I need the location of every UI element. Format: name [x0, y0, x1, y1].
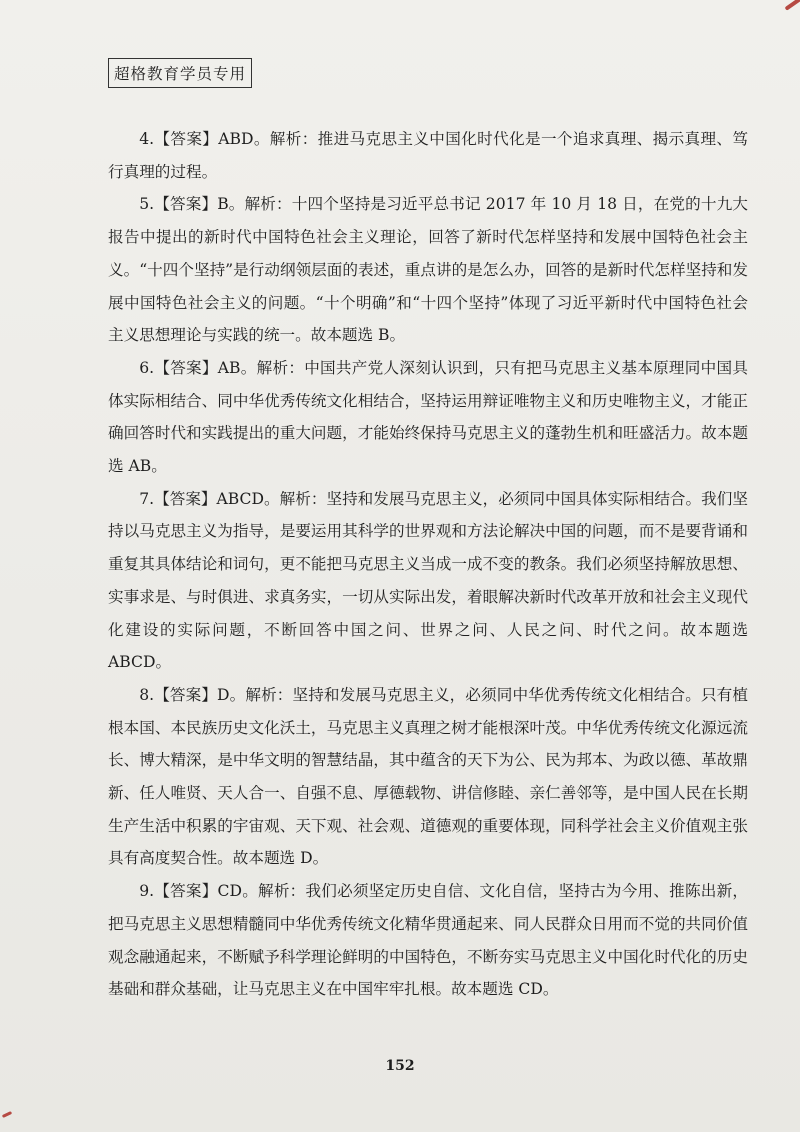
answer-list: [108, 123, 748, 1006]
answer-number: 4.: [139, 130, 155, 148]
answer-number: 8.: [139, 685, 155, 704]
answer-tag: 【答案】: [154, 130, 219, 148]
answer-number: 7.: [139, 489, 155, 508]
answer-tag: 【答案】: [154, 685, 218, 704]
answer-item-5: [108, 188, 748, 352]
answer-number: 9.: [139, 882, 155, 901]
answer-number: 6.: [139, 358, 155, 377]
answer-explanation: 解析：十四个坚持是习近平总书记 2017 年 10 月 18 日，在党的十九大报告中提出的新时代中国特色社会主义理论，回答了新时代怎样坚持和发展中国特色社会主义。“十四个坚持”是行动纲领层面的表述，重点讲的是怎么办，回答的是新时代怎样坚持和发展中国特色社会主义的问题。“十个明确”和“十四个坚持”体现了习近平新时代中国特色社会主义思想理论与实践的统一。故本题选 B。: [108, 195, 748, 345]
answer-choice: ABD。: [218, 130, 270, 148]
answer-item-9: [108, 875, 748, 1006]
answer-tag: 【答案】: [154, 358, 218, 377]
corner-ink-mark: [2, 1111, 12, 1118]
answer-choice: CD。: [217, 882, 259, 901]
answer-explanation: 解析：推进马克思主义中国化时代化是一个追求真理、揭示真理、笃行真理的过程。: [108, 130, 748, 181]
answer-explanation: 解析：坚持和发展马克思主义，必须同中华优秀传统文化相结合。只有植根本国、本民族历史文化沃土，马克思主义真理之树才能根深叶茂。中华优秀传统文化源远流长、博大精深，是中华文明的智慧结晶，其中蕴含的天下为公、民为邦本、为政以德、革故鼎新、任人唯贤、天人合一、自强不息、厚德载物、讲信修睦、亲仁善邻等，是中国人民在长期生产生活中积累的宇宙观、天下观、社会观、道德观的重要体现，同科学社会主义价值观主张具有高度契合性。故本题选 D。: [108, 685, 748, 868]
answer-item-8: [108, 679, 748, 875]
answer-item-7: [108, 483, 748, 679]
answer-choice: D。: [217, 685, 246, 704]
answer-number: 5.: [139, 195, 155, 214]
answer-explanation: 解析：我们必须坚定历史自信、文化自信，坚持古为今用、推陈出新，把马克思主义思想精髓同中华优秀传统文化精华贯通起来、同人民群众日用而不觉的共同价值观念融通起来，不断赋予科学理论鲜明的中国特色，不断夯实马克思主义中国化时代化的历史基础和群众基础，让马克思主义在中国牢牢扎根。故本题选 CD。: [108, 882, 748, 999]
corner-ink-mark: [784, 0, 800, 11]
answer-item-6: [108, 352, 748, 483]
brand-label: 超格教育学员专用: [108, 58, 252, 88]
answer-tag: 【答案】: [154, 882, 218, 901]
answer-explanation: 解析：坚持和发展马克思主义，必须同中国具体实际相结合。我们坚持以马克思主义为指导，是要运用其科学的世界观和方法论解决中国的问题，而不是要背诵和重复其具体结论和词句，更不能把马克思主义当成一成不变的教条。我们必须坚持解放思想、实事求是、与时俱进、求真务实，一切从实际出发，着眼解决新时代改革开放和社会主义现代化建设的实际问题，不断回答中国之问、世界之问、人民之问、时代之问。故本题选 ABCD。: [108, 489, 748, 672]
page-number: 152: [385, 1058, 415, 1074]
answer-choice: B。: [217, 195, 245, 214]
answer-tag: 【答案】: [154, 489, 217, 508]
answer-tag: 【答案】: [154, 195, 218, 214]
answer-choice: ABCD。: [216, 489, 280, 508]
answer-choice: AB。: [217, 358, 257, 377]
answer-explanation: 解析：中国共产党人深刻认识到，只有把马克思主义基本原理同中国具体实际相结合、同中华优秀传统文化相结合，坚持运用辩证唯物主义和历史唯物主义，才能正确回答时代和实践提出的重大问题，才能始终保持马克思主义的蓬勃生机和旺盛活力。故本题选 AB。: [108, 358, 748, 476]
answer-item-4: [108, 123, 748, 188]
